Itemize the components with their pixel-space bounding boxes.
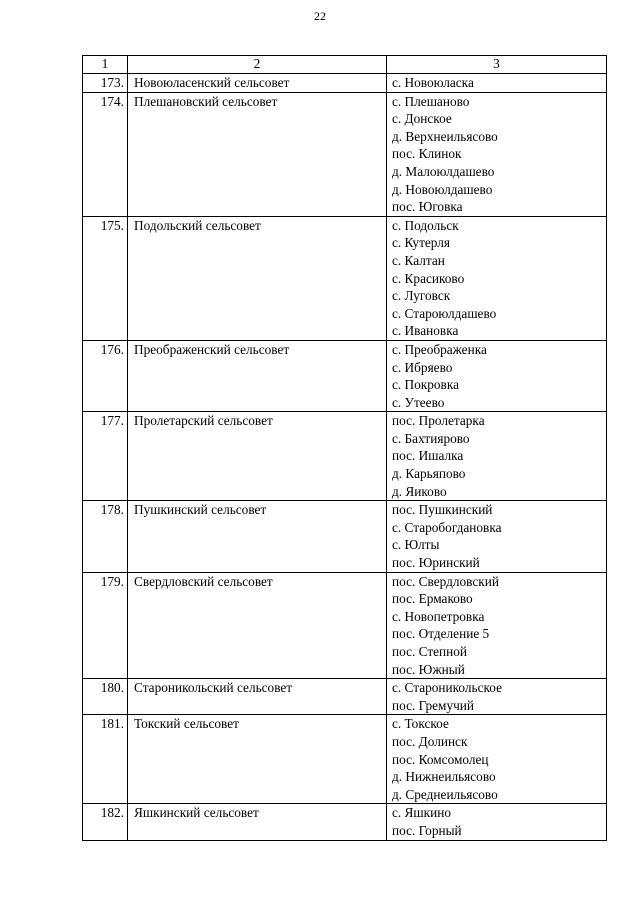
row-number: 178.: [83, 501, 128, 572]
council-name: Староникольский сельсовет: [128, 679, 387, 715]
settlement-item: с. Новопетровка: [392, 608, 485, 624]
table-row: [83, 340, 607, 411]
settlement-item: с. Красиково: [392, 270, 465, 286]
settlement-item: с. Ибряево: [392, 359, 453, 375]
settlement-item: д. Новоюлдашево: [392, 181, 493, 197]
settlement-list: [387, 340, 607, 411]
settlement-item: с. Калтан: [392, 252, 445, 268]
row-number: 176.: [83, 340, 128, 411]
row-number: 181.: [83, 715, 128, 804]
row-number: 180.: [83, 679, 128, 715]
council-name: Яшкинский сельсовет: [128, 804, 387, 840]
column-header-council: 2: [128, 56, 387, 74]
table-row: [83, 804, 607, 840]
row-number: 175.: [83, 216, 128, 340]
row-number: 173.: [83, 74, 128, 93]
settlement-item: пос. Степной: [392, 644, 468, 659]
settlement-item: с. Преображенка: [392, 341, 487, 357]
settlement-item: пос. Долинск: [392, 733, 468, 749]
table-row: [83, 216, 607, 340]
settlement-item: с. Ивановка: [392, 323, 459, 339]
table-row: [83, 412, 607, 501]
settlement-item: пос. Комсомолец: [392, 751, 489, 767]
settlement-item: с. Покровка: [392, 377, 459, 393]
settlement-item: д. Яиково: [392, 483, 447, 499]
council-name: Подольский сельсовет: [128, 216, 387, 340]
settlement-item: пос. Пушкинский: [392, 502, 493, 518]
settlement-item: пос. Отделение 5: [392, 626, 490, 642]
row-number: 179.: [83, 572, 128, 679]
settlement-item: д. Верхнеильясово: [392, 128, 498, 144]
council-name: Пушкинский сельсовет: [128, 501, 387, 572]
settlement-item: пос. Гремучий: [392, 697, 475, 713]
council-name: Свердловский сельсовет: [128, 572, 387, 679]
settlement-item: пос. Ермаково: [392, 591, 473, 607]
row-number: 174.: [83, 92, 128, 216]
settlements-table: [82, 55, 607, 841]
table-row: [83, 74, 607, 93]
settlement-item: пос. Юговка: [392, 199, 463, 215]
settlement-list: [387, 74, 607, 93]
table-body: [83, 74, 607, 841]
row-number: 177.: [83, 412, 128, 501]
settlement-item: с. Старобогдановка: [392, 519, 502, 535]
settlement-item: с. Староникольское: [392, 680, 503, 696]
settlement-item: с. Подольск: [392, 217, 459, 233]
table-row: [83, 715, 607, 804]
page-number: 22: [314, 9, 326, 23]
settlement-item: пос. Горный: [392, 822, 462, 838]
settlement-item: пос. Пролетарка: [392, 413, 485, 429]
settlement-item: пос. Клинок: [392, 146, 462, 162]
settlement-list: [387, 572, 607, 679]
settlement-list: [387, 216, 607, 340]
settlement-item: с. Луговск: [392, 288, 451, 304]
settlement-item: с. Донское: [392, 111, 452, 127]
settlement-item: пос. Ишалка: [392, 448, 464, 464]
settlement-item: с. Кутерля: [392, 235, 451, 251]
row-number: 182.: [83, 804, 128, 840]
settlement-item: с. Утеево: [392, 394, 445, 410]
settlement-item: с. Токское: [392, 716, 449, 732]
council-name: Преображенский сельсовет: [128, 340, 387, 411]
settlement-item: д. Нижнеильясово: [392, 769, 496, 785]
settlement-list: [387, 92, 607, 216]
settlement-item: с. Плешаново: [392, 93, 470, 109]
settlement-list: [387, 501, 607, 572]
table-row: [83, 679, 607, 715]
settlement-list: [387, 679, 607, 715]
council-name: Плешановский сельсовет: [128, 92, 387, 216]
council-name: Токский сельсовет: [128, 715, 387, 804]
settlement-list: [387, 715, 607, 804]
settlement-item: с. Бахтиярово: [392, 430, 470, 446]
settlement-item: с. Юлты: [392, 537, 440, 553]
table-row: [83, 501, 607, 572]
settlement-item: с. Яшкино: [392, 805, 451, 821]
settlement-item: пос. Юринский: [392, 555, 480, 571]
settlement-item: пос. Южный: [392, 661, 465, 677]
council-name: Пролетарский сельсовет: [128, 412, 387, 501]
settlement-list: [387, 412, 607, 501]
settlement-item: с. Новоюласка: [392, 75, 474, 90]
settlement-item: д. Среднеильясово: [392, 786, 498, 802]
table-row: [83, 572, 607, 679]
settlement-item: пос. Свердловский: [392, 573, 499, 589]
column-header-settlements: 3: [387, 56, 607, 74]
column-header-number: 1: [83, 56, 128, 74]
council-name: Новоюласенский сельсовет: [128, 74, 387, 93]
table-row: [83, 92, 607, 216]
header-row: [83, 56, 607, 74]
settlement-list: [387, 804, 607, 840]
settlement-item: д. Малоюлдашево: [392, 163, 495, 179]
settlement-item: д. Карьяпово: [392, 466, 466, 482]
settlement-item: с. Староюлдашево: [392, 305, 497, 321]
